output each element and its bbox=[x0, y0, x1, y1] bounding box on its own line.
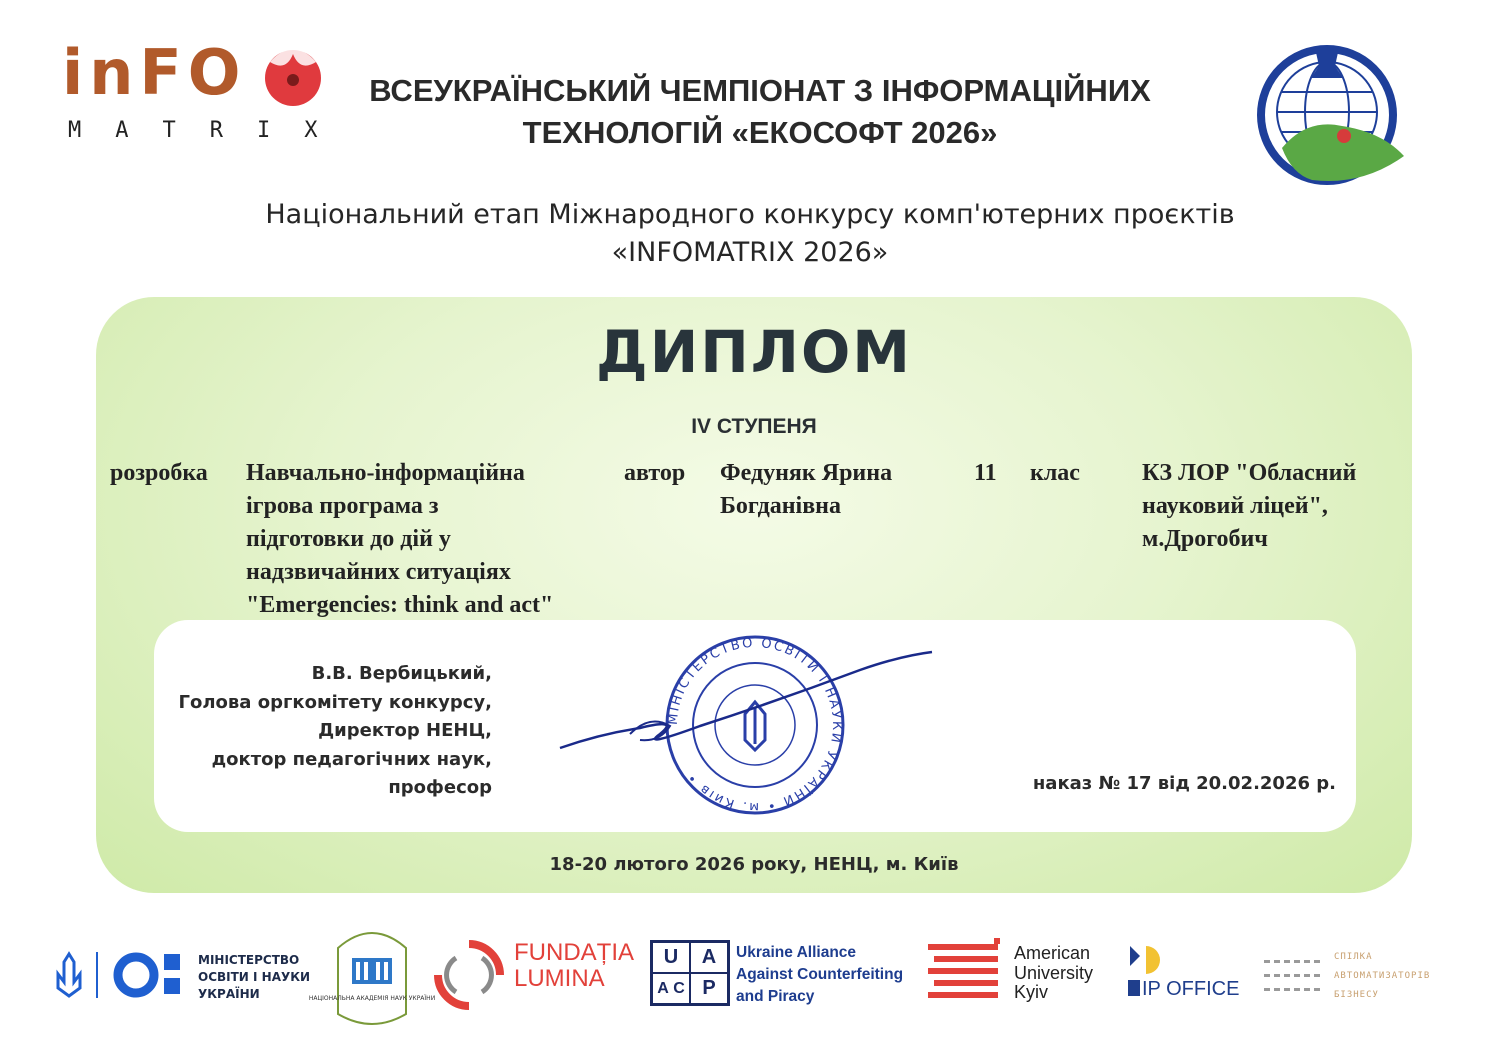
author-name bbox=[720, 457, 940, 523]
ip-office-mark-icon bbox=[1126, 944, 1166, 978]
footer-divider bbox=[96, 952, 98, 998]
grade-label: клас bbox=[1030, 460, 1080, 486]
signatory-line: доктор педагогічних наук, bbox=[211, 748, 492, 770]
ukraine-trident-icon bbox=[54, 952, 84, 998]
ministry-name bbox=[198, 952, 310, 1003]
uaacp-name-line: Ukraine Alliance bbox=[736, 944, 857, 961]
spilka-name bbox=[1334, 948, 1430, 1005]
auk-name-line: University bbox=[1014, 962, 1094, 983]
signatory-block bbox=[150, 660, 492, 803]
business-automators-union-logo bbox=[1262, 944, 1462, 1008]
author-label: автор bbox=[624, 460, 686, 486]
american-university-kyiv-logo bbox=[928, 938, 1118, 1010]
diploma-degree: IV СТУПЕНЯ bbox=[691, 415, 817, 438]
lumina-name bbox=[514, 940, 634, 992]
signatory-line: Голова оргкомітету конкурсу, bbox=[178, 691, 492, 713]
spilka-name-line: БІЗНЕСУ bbox=[1334, 990, 1379, 1000]
championship-title-line1: ВСЕУКРАЇНСЬКИЙ ЧЕМПІОНАТ З ІНФОРМАЦІЙНИХ bbox=[369, 73, 1151, 108]
lumina-swirl-icon bbox=[432, 938, 506, 1012]
work-title-line: Навчально-інформаційна bbox=[246, 460, 525, 486]
author-name-line: Федуняк Ярина bbox=[720, 460, 893, 486]
spilka-name-line: АВТОМАТИЗАТОРІВ bbox=[1334, 971, 1431, 981]
work-label: розробка bbox=[110, 460, 208, 486]
uaacp-letter: U bbox=[652, 942, 690, 973]
infomatrix-logo bbox=[62, 36, 352, 152]
uaacp-letter: P bbox=[690, 973, 728, 1004]
author-name-line: Богданівна bbox=[720, 493, 841, 519]
championship-title bbox=[330, 70, 1190, 154]
auk-stripes-icon bbox=[928, 938, 1006, 1010]
signatory-line: Директор НЕНЦ, bbox=[318, 720, 492, 741]
uaacp-logo bbox=[650, 940, 920, 1008]
official-stamp-and-signature bbox=[540, 630, 950, 820]
school-name-line: м.Дрогобич bbox=[1142, 526, 1268, 552]
uaacp-letter: A C bbox=[652, 973, 690, 1004]
ip-square-icon bbox=[1128, 980, 1140, 996]
uaacp-name-line: Against Counterfeiting bbox=[736, 966, 904, 983]
auk-name bbox=[1014, 944, 1093, 1003]
auk-name-line: Kyiv bbox=[1014, 982, 1049, 1002]
ministry-name-line: ОСВІТИ І НАУКИ bbox=[198, 970, 311, 984]
ip-office-name bbox=[1128, 978, 1239, 1001]
lumina-name-line: LUMINA bbox=[514, 965, 605, 992]
academy-name: НАЦІОНАЛЬНА АКАДЕМІЯ НАУК УКРАЇНИ bbox=[308, 995, 436, 1002]
work-title-line: надзвичайних ситуаціях bbox=[246, 559, 511, 585]
uaacp-letter: A bbox=[690, 942, 728, 973]
poppy-flower-icon bbox=[260, 42, 326, 108]
auk-name-line: American bbox=[1014, 943, 1091, 963]
lumina-name-line: FUNDAȚIA bbox=[514, 939, 634, 966]
ministry-logo bbox=[112, 948, 312, 1002]
national-stage-heading bbox=[150, 196, 1350, 272]
national-stage-line2: «INFOMATRIX 2026» bbox=[611, 237, 889, 268]
uaacp-name-line: and Piracy bbox=[736, 988, 815, 1005]
work-title bbox=[246, 457, 606, 622]
diploma-title: ДИПЛОМ bbox=[596, 318, 912, 386]
work-title-line: ігрова програма з bbox=[246, 493, 439, 519]
work-title-line: "Emergencies: think and act" bbox=[246, 592, 554, 618]
academy-of-sciences-logo bbox=[308, 918, 436, 1030]
school-name-line: науковий ліцей", bbox=[1142, 493, 1328, 519]
school-name bbox=[1142, 457, 1402, 556]
ip-office-logo bbox=[1126, 944, 1256, 1004]
school-name-line: КЗ ЛОР "Обласний bbox=[1142, 460, 1357, 486]
ministry-name-line: МІНІСТЕРСТВО bbox=[198, 953, 300, 967]
infomatrix-logo-word: inFO bbox=[62, 36, 247, 109]
grade-number: 11 bbox=[974, 460, 997, 486]
championship-title-line2: ТЕХНОЛОГІЙ «ЕКОСОФТ 2026» bbox=[522, 115, 998, 150]
organizer-emblem-logo bbox=[1232, 40, 1422, 190]
spilka-name-line: СПІЛКА bbox=[1334, 952, 1373, 962]
national-stage-line1: Національний етап Міжнародного конкурсу комп'ютерних проєктів bbox=[265, 199, 1235, 230]
signatory-line: професор bbox=[388, 777, 492, 798]
infomatrix-logo-subtitle: MATRIX bbox=[68, 118, 352, 143]
order-reference: наказ № 17 від 20.02.2026 р. bbox=[1032, 773, 1336, 794]
ip-office-label: IP OFFICE bbox=[1142, 978, 1240, 1000]
ministry-mark-icon bbox=[112, 950, 192, 1000]
signatory-line: В.В. Вербицький, bbox=[311, 663, 492, 684]
ministry-name-line: УКРАЇНИ bbox=[198, 987, 260, 1001]
uaacp-name bbox=[736, 942, 903, 1008]
spilka-dots-icon bbox=[1262, 956, 1328, 996]
uaacp-letter-grid bbox=[650, 940, 730, 1006]
event-dates: 18-20 лютого 2026 року, НЕНЦ, м. Київ bbox=[549, 854, 959, 875]
stamp-ring-text: МІНІСТЕРСТВО ОСВІТИ І НАУКИ УКРАЇНИ • м. Київ • bbox=[665, 635, 845, 815]
work-title-line: підготовки до дій у bbox=[246, 526, 451, 552]
fundatia-lumina-logo bbox=[432, 938, 632, 1008]
